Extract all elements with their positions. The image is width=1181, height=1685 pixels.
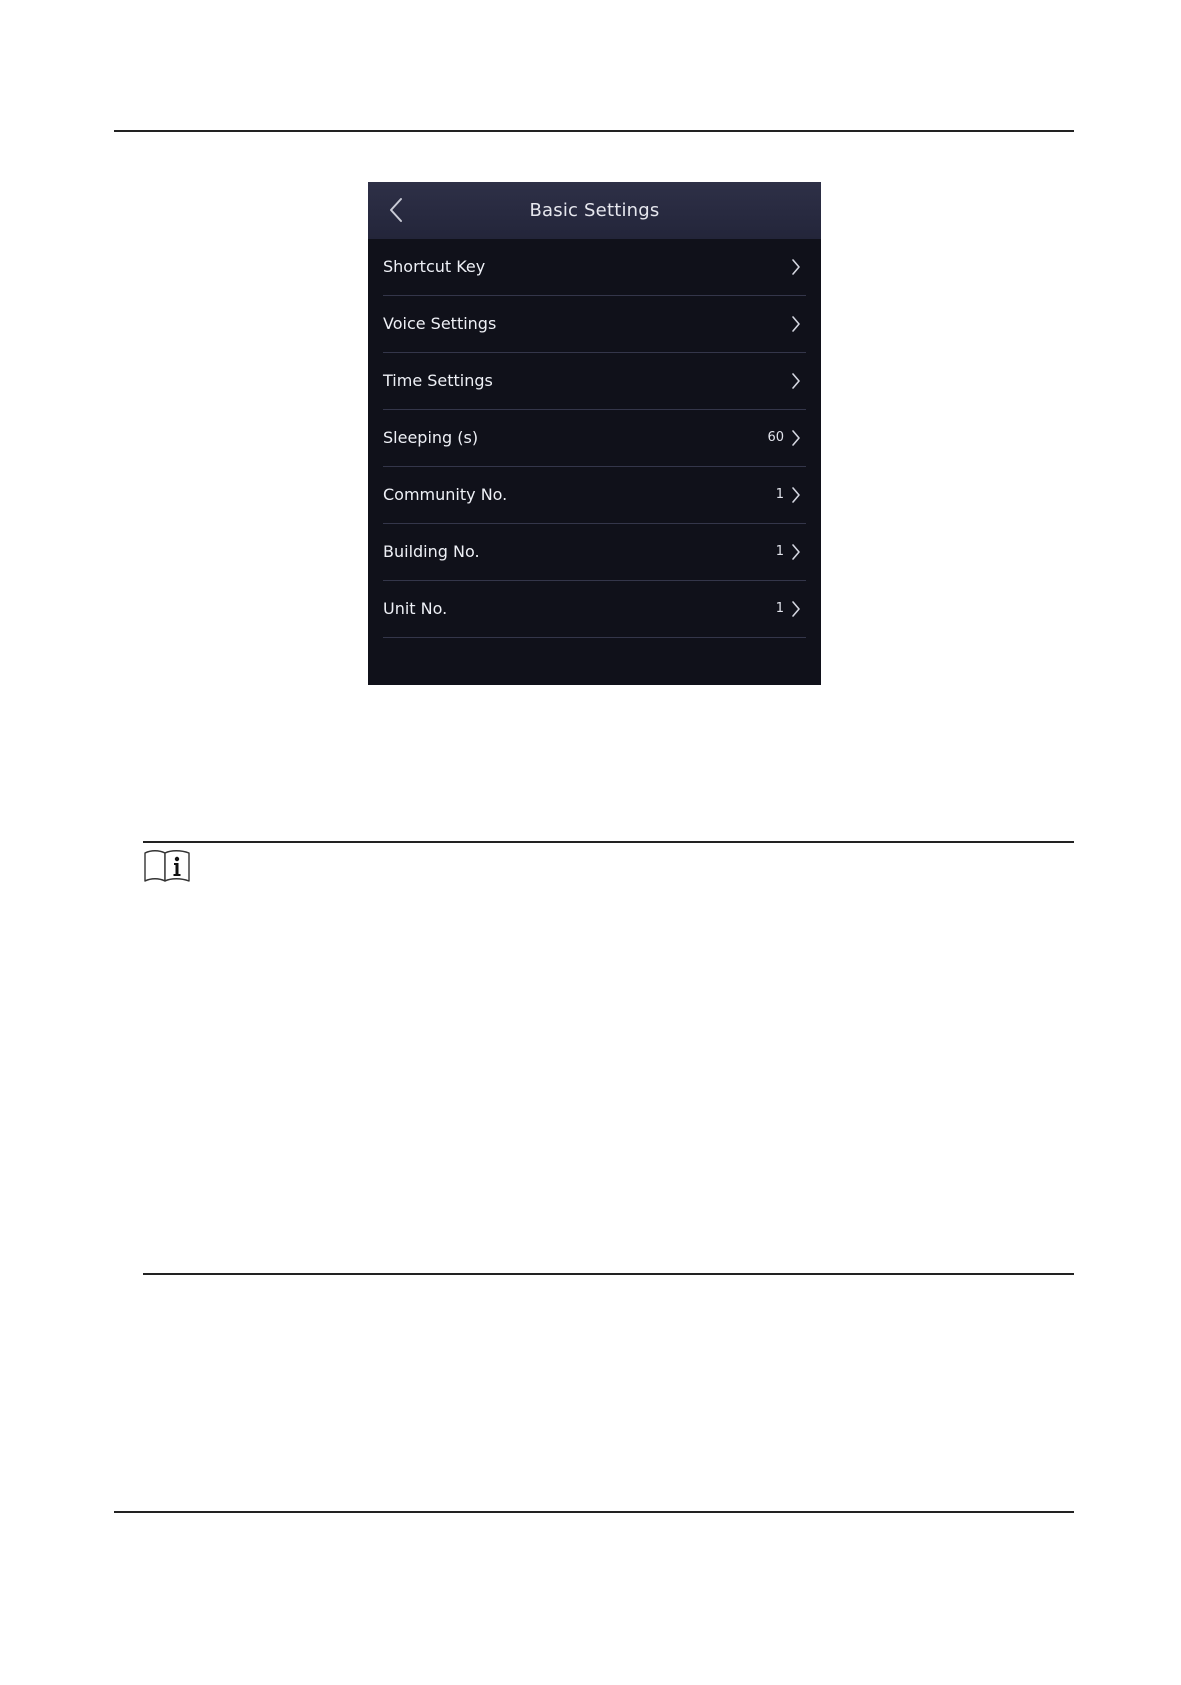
settings-row-sleeping[interactable]	[383, 410, 806, 467]
settings-row-shortcut-key[interactable]	[383, 239, 806, 296]
chevron-right-icon	[790, 315, 802, 333]
chevron-right-icon	[790, 258, 802, 276]
chevron-right-icon	[790, 372, 802, 390]
chevron-right-icon	[790, 543, 802, 561]
row-value: 1	[775, 487, 784, 502]
row-label: Unit No.	[383, 599, 448, 618]
row-label: Time Settings	[383, 371, 493, 390]
page-footer-rule	[114, 1511, 1074, 1513]
row-label: Building No.	[383, 542, 480, 561]
settings-row-building-no[interactable]	[383, 524, 806, 581]
row-value: 1	[775, 601, 784, 616]
back-arrow-icon[interactable]	[386, 196, 406, 224]
note-bottom-rule	[143, 1273, 1074, 1275]
chevron-right-icon	[790, 429, 802, 447]
screen-title: Basic Settings	[529, 200, 660, 221]
settings-list	[383, 239, 806, 638]
chevron-right-icon	[790, 486, 802, 504]
row-label: Voice Settings	[383, 314, 497, 333]
note-info-icon	[143, 849, 191, 883]
settings-row-unit-no[interactable]	[383, 581, 806, 638]
row-value: 60	[767, 430, 784, 445]
row-label: Sleeping (s)	[383, 428, 479, 447]
settings-row-time-settings[interactable]	[383, 353, 806, 410]
note-top-rule	[143, 841, 1074, 843]
settings-row-voice-settings[interactable]	[383, 296, 806, 353]
device-screen-screenshot	[368, 182, 821, 685]
page-header-rule	[114, 130, 1074, 132]
settings-row-community-no[interactable]	[383, 467, 806, 524]
row-label: Shortcut Key	[383, 257, 486, 276]
row-value: 1	[775, 544, 784, 559]
screen-header	[368, 182, 821, 239]
row-label: Community No.	[383, 485, 508, 504]
chevron-right-icon	[790, 600, 802, 618]
